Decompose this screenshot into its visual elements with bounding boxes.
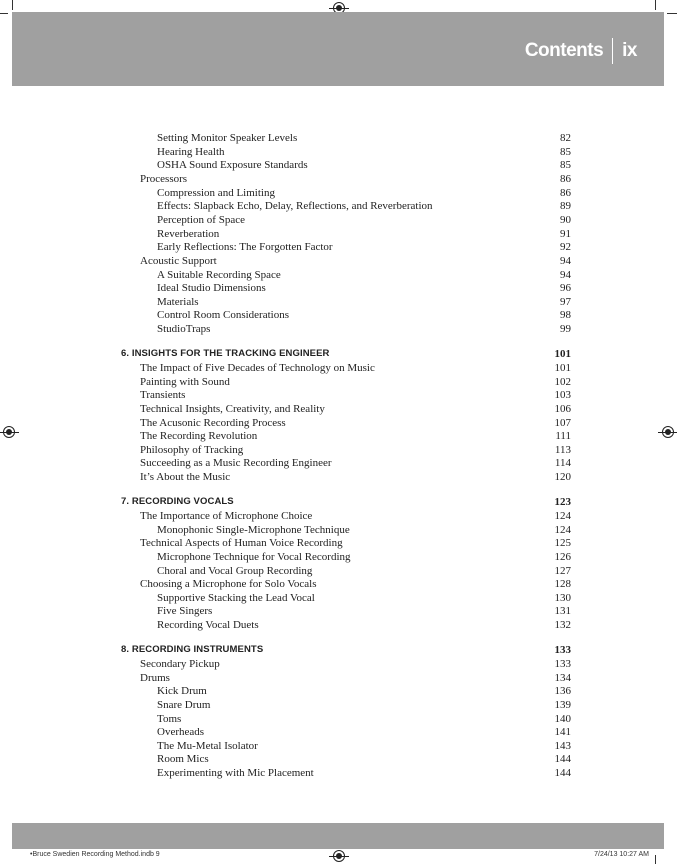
- entry-title: Effects: Slapback Echo, Delay, Reflections, and Reverberation: [157, 200, 433, 213]
- entry-page-number: 134: [554, 671, 571, 684]
- toc-entry: [0, 577, 677, 591]
- toc-entry: [0, 388, 677, 402]
- entry-title: Toms: [157, 712, 182, 725]
- crop-mark: [0, 13, 8, 14]
- toc-entry: [0, 416, 677, 430]
- entry-title: A Suitable Recording Space: [157, 268, 281, 281]
- entry-title: Monophonic Single-Microphone Technique: [157, 523, 350, 536]
- entry-page-number: 91: [560, 227, 571, 240]
- entry-title: Acoustic Support: [140, 254, 217, 267]
- entry-title: Control Room Considerations: [157, 309, 289, 322]
- entry-page-number: 85: [560, 159, 571, 172]
- toc-entry: [0, 564, 677, 578]
- entry-page-number: 144: [554, 753, 571, 766]
- entry-title: 6. INSIGHTS FOR THE TRACKING ENGINEER: [121, 347, 330, 359]
- entry-title: Painting with Sound: [140, 375, 230, 388]
- entry-page-number: 90: [560, 213, 571, 226]
- chapter-entry: [0, 643, 677, 657]
- entry-title: Early Reflections: The Forgotten Factor: [157, 241, 333, 254]
- toc-entry: [0, 523, 677, 537]
- footer-timestamp: 7/24/13 10:27 AM: [594, 851, 649, 858]
- entry-page-number: 92: [560, 241, 571, 254]
- toc-entry: [0, 308, 677, 322]
- toc-entry: [0, 698, 677, 712]
- entry-title: Experimenting with Mic Placement: [157, 767, 314, 780]
- toc-entry: [0, 671, 677, 685]
- entry-page-number: 123: [554, 495, 571, 508]
- entry-title: Setting Monitor Speaker Levels: [157, 132, 298, 144]
- crop-mark: [12, 0, 13, 10]
- toc-entry: [0, 429, 677, 443]
- toc-entry: [0, 145, 677, 159]
- entry-title: Technical Aspects of Human Voice Recording: [140, 537, 343, 550]
- entry-page-number: 144: [554, 767, 571, 780]
- entry-title: Room Mics: [157, 753, 209, 766]
- entry-title: Kick Drum: [157, 685, 207, 698]
- entry-title: Technical Insights, Creativity, and Reality: [140, 402, 325, 415]
- toc-entry: [0, 443, 677, 457]
- registration-mark-bottom-icon: [333, 850, 345, 862]
- entry-page-number: 111: [555, 430, 571, 443]
- chapter-entry: [0, 347, 677, 361]
- running-header: [525, 38, 637, 64]
- entry-page-number: 113: [554, 443, 571, 456]
- footer-file-info: •Bruce Swedien Recording Method.indb 9: [30, 851, 160, 858]
- toc-entry: [0, 158, 677, 172]
- toc-entry: [0, 591, 677, 605]
- entry-title: Succeeding as a Music Recording Engineer: [140, 457, 332, 470]
- entry-title: Microphone Technique for Vocal Recording: [157, 550, 351, 563]
- entry-title: Drums: [140, 671, 170, 684]
- crop-mark: [655, 0, 656, 10]
- entry-page-number: 102: [554, 375, 571, 388]
- entry-title: The Mu-Metal Isolator: [157, 739, 258, 752]
- toc-entry: [0, 604, 677, 618]
- toc-entry: [0, 254, 677, 268]
- toc-entry: [0, 657, 677, 671]
- entry-page-number: 98: [560, 309, 571, 322]
- entry-title: Choral and Vocal Group Recording: [157, 564, 313, 577]
- entry-page-number: 120: [554, 471, 571, 484]
- entry-page-number: 125: [554, 537, 571, 550]
- crop-mark: [655, 855, 656, 864]
- entry-page-number: 82: [560, 132, 571, 144]
- toc-entry: [0, 240, 677, 254]
- entry-page-number: 97: [560, 295, 571, 308]
- toc-entry: [0, 509, 677, 523]
- entry-page-number: 96: [560, 282, 571, 295]
- entry-page-number: 130: [554, 591, 571, 604]
- toc-entry: [0, 684, 677, 698]
- toc-entry: [0, 199, 677, 213]
- toc-entry: [0, 281, 677, 295]
- entry-title: The Recording Revolution: [140, 430, 258, 443]
- toc-entry: [0, 322, 677, 336]
- toc-entry: [0, 739, 677, 753]
- toc-entry: [0, 725, 677, 739]
- toc-entry: [0, 470, 677, 484]
- entry-page-number: 101: [554, 347, 571, 360]
- toc-entry: [0, 618, 677, 632]
- toc-entry: [0, 375, 677, 389]
- entry-page-number: 132: [554, 619, 571, 632]
- entry-title: Transients: [140, 389, 186, 402]
- entry-page-number: 103: [554, 389, 571, 402]
- entry-title: Choosing a Microphone for Solo Vocals: [140, 578, 317, 591]
- entry-title: The Acusonic Recording Process: [140, 416, 286, 429]
- entry-title: It’s About the Music: [140, 471, 231, 484]
- entry-page-number: 140: [554, 712, 571, 725]
- entry-page-number: 141: [554, 726, 571, 739]
- entry-page-number: 127: [554, 564, 571, 577]
- toc-entry: [0, 131, 677, 145]
- toc-entry: [0, 766, 677, 780]
- entry-title: Recording Vocal Duets: [157, 619, 259, 632]
- entry-title: Perception of Space: [157, 213, 245, 226]
- header-section-title: Contents: [524, 40, 604, 61]
- entry-title: The Importance of Microphone Choice: [140, 509, 313, 522]
- entry-title: Philosophy of Tracking: [140, 443, 244, 456]
- entry-page-number: 106: [554, 402, 571, 415]
- entry-page-number: 136: [554, 685, 571, 698]
- toc-entry: [0, 172, 677, 186]
- crop-mark: [667, 13, 677, 14]
- entry-page-number: 124: [554, 523, 571, 536]
- toc-entry: [0, 268, 677, 282]
- entry-page-number: 86: [560, 186, 571, 199]
- toc-entry: [0, 712, 677, 726]
- entry-title: Hearing Health: [157, 145, 225, 158]
- header-divider: [612, 38, 613, 64]
- toc-entry: [0, 752, 677, 766]
- entry-page-number: 94: [560, 254, 571, 267]
- entry-title: OSHA Sound Exposure Standards: [157, 159, 308, 172]
- entry-page-number: 86: [560, 172, 571, 185]
- toc-entry: [0, 186, 677, 200]
- entry-title: Five Singers: [157, 605, 213, 618]
- entry-page-number: 99: [560, 323, 571, 336]
- toc-entry: [0, 227, 677, 241]
- entry-page-number: 133: [554, 643, 571, 656]
- entry-title: Ideal Studio Dimensions: [157, 282, 266, 295]
- entry-page-number: 143: [554, 739, 571, 752]
- entry-title: Reverberation: [157, 227, 220, 240]
- entry-page-number: 131: [554, 605, 571, 618]
- entry-page-number: 101: [554, 361, 571, 374]
- entry-page-number: 133: [554, 657, 571, 670]
- toc-entry: [0, 402, 677, 416]
- toc-entry: [0, 550, 677, 564]
- entry-page-number: 114: [554, 457, 571, 470]
- toc-entry: [0, 213, 677, 227]
- entry-title: The Impact of Five Decades of Technology on Music: [140, 361, 375, 374]
- entry-page-number: 126: [554, 550, 571, 563]
- entry-page-number: 107: [554, 416, 571, 429]
- entry-title: 7. RECORDING VOCALS: [121, 495, 234, 507]
- entry-title: 8. RECORDING INSTRUMENTS: [121, 643, 264, 655]
- entry-title: Overheads: [157, 726, 205, 739]
- entry-page-number: 139: [554, 698, 571, 711]
- chapter-entry: [0, 495, 677, 509]
- entry-title: Compression and Limiting: [157, 186, 275, 199]
- toc-entry: [0, 456, 677, 470]
- entry-title: Materials: [157, 295, 199, 308]
- entry-page-number: 94: [560, 268, 571, 281]
- entry-title: Supportive Stacking the Lead Vocal: [157, 591, 315, 604]
- entry-page-number: 128: [554, 578, 571, 591]
- toc-entry: [0, 361, 677, 375]
- entry-title: StudioTraps: [157, 323, 211, 336]
- entry-title: Processors: [140, 172, 188, 185]
- footer-bar: [12, 823, 664, 849]
- entry-page-number: 89: [560, 200, 571, 213]
- toc-entry: [0, 536, 677, 550]
- entry-title: Snare Drum: [157, 698, 211, 711]
- toc-entry: [0, 295, 677, 309]
- entry-page-number: 124: [554, 509, 571, 522]
- entry-title: Secondary Pickup: [140, 657, 220, 670]
- entry-page-number: 85: [560, 145, 571, 158]
- header-page-number: ix: [622, 40, 637, 61]
